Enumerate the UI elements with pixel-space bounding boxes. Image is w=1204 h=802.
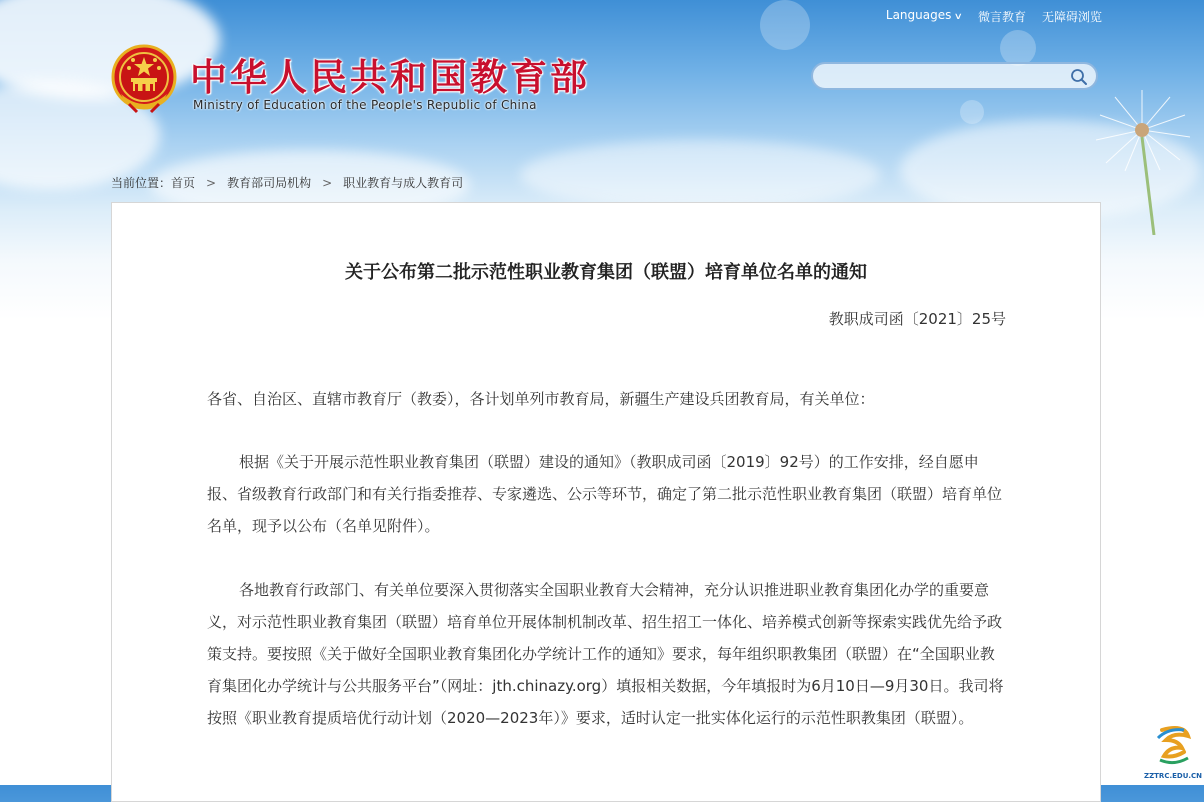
breadcrumb xyxy=(111,174,463,191)
breadcrumb-department[interactable]: 教育部司局机构 xyxy=(227,176,312,190)
document-number: 教职成司函〔2021〕25号 xyxy=(828,310,1006,328)
article-paragraph: 根据《关于开展示范性职业教育集团（联盟）建设的通知》（教职成司函〔2019〕92号）的工作安排，经自愿申报、省级教育行政部门和有关行指委推荐、专家遴选、公示等环节，确定了第二批示范性职业教育集团（联盟）培育单位名单，现予以公布（名单见附件）。 xyxy=(207,453,1003,535)
weiyan-link[interactable]: 微言教育 xyxy=(977,10,1026,24)
bokeh-decoration xyxy=(960,100,984,124)
breadcrumb-prefix: 当前位置： xyxy=(111,176,172,190)
national-emblem-icon[interactable] xyxy=(111,44,177,114)
zztrc-logo-icon xyxy=(1144,722,1200,768)
chevron-right-icon: > xyxy=(206,175,217,190)
article-title: 关于公布第二批示范性职业教育集团（联盟）培育单位名单的通知 xyxy=(345,262,867,283)
search-icon[interactable] xyxy=(1070,68,1088,86)
top-links xyxy=(886,8,1102,25)
languages-label: Languages xyxy=(885,8,952,22)
chevron-down-icon: ∨ xyxy=(954,12,964,22)
ministry-title-cn[interactable]: 中华人民共和国教育部 xyxy=(190,56,590,99)
search-input[interactable] xyxy=(825,67,1069,87)
article-container xyxy=(111,202,1101,802)
bokeh-decoration xyxy=(760,0,810,50)
breadcrumb-vocational[interactable]: 职业教育与成人教育司 xyxy=(343,176,464,190)
badge-text: ZZTRC.EDU.CN xyxy=(1144,772,1203,780)
cloud-decoration xyxy=(520,140,880,210)
languages-dropdown[interactable] xyxy=(886,8,962,25)
article-paragraph: 各地教育行政部门、有关单位要深入贯彻落实全国职业教育大会精神，充分认识推进职业教育集团化办学的重要意义，对示范性职业教育集团（联盟）培育单位开展体制机制改革、招生招工一体化、培养模式创新等探索实践优先给予政策支持。要按照《关于做好全国职业教育集团化办学统计工作的通知》要求，每年组织职教集团（联盟）在“全国职业教育集团化办学统计与公共服务平台”（网址：jth.chinazy.org）填报相关数据，今年填报时为6月10日—9月30日。我司将按照《职业教育提质培优行动计划（2020—2023年）》要求，适时认定一批实体化运行的示范性职教集团（联盟）。 xyxy=(207,581,1004,727)
zztrc-badge[interactable] xyxy=(1144,722,1203,782)
search-box xyxy=(811,62,1098,90)
chevron-right-icon: > xyxy=(322,175,333,190)
breadcrumb-home[interactable]: 首页 xyxy=(171,176,196,190)
article-salutation: 各省、自治区、直辖市教育厅（教委），各计划单列市教育局，新疆生产建设兵团教育局，有关单位： xyxy=(207,390,875,408)
bokeh-decoration xyxy=(1000,30,1036,66)
ministry-title-en: Ministry of Education of the People's Republic of China xyxy=(193,98,537,112)
accessibility-link[interactable]: 无障碍浏览 xyxy=(1041,10,1102,24)
